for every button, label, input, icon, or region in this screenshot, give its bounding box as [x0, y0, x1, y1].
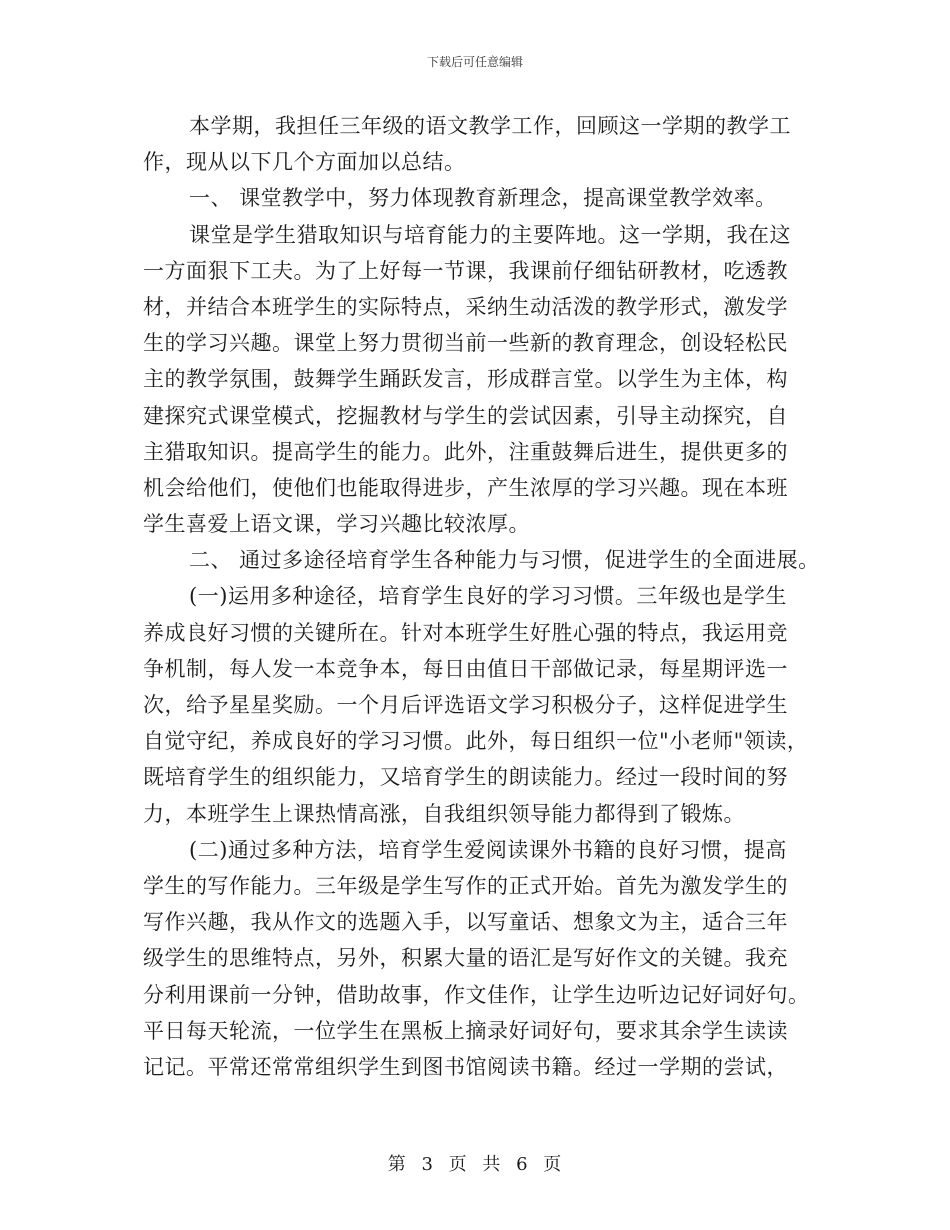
paragraph-line: (二)通过多种方法，培育学生爱阅读课外书籍的良好习惯，提高 [189, 837, 787, 862]
paragraph-line: 养成良好习惯的关键所在。针对本班学生好胜心强的特点，我运用竞 [143, 620, 788, 645]
paragraph-line: 力，本班学生上课热情高涨，自我组织领导能力都得到了锻炼。 [143, 801, 745, 826]
page-number-footer [0, 1150, 950, 1176]
paragraph-line: 平日每天轮流，一位学生在黑板上摘录好词好句，要求其余学生读读 [143, 1018, 788, 1043]
paragraph-line: 机会给他们，使他们也能取得进步，产生浓厚的学习兴趣。现在本班 [143, 475, 788, 500]
paragraph-line: 材，并结合本班学生的实际特点，采纳生动活泼的教学形式，激发学 [143, 294, 788, 319]
paragraph-line: 一方面狠下工夫。为了上好每一节课，我课前仔细钻研教材，吃透教 [143, 258, 788, 283]
paragraph-line: 建探究式课堂模式，挖掘教材与学生的尝试因素，引导主动探究，自 [143, 403, 788, 428]
document-body [143, 108, 820, 1085]
header-note: 下载后可任意编辑 [426, 55, 523, 69]
page-label: 第 [387, 1154, 407, 1175]
page-total: 6 [516, 1154, 529, 1175]
paragraph-line: 写作兴趣，我从作文的选题入手，以写童话、想象文为主，适合三年 [143, 910, 788, 935]
section-heading: 二、 通过多途径培育学生各种能力与习惯，促进学生的全面进展。 [189, 548, 820, 573]
paragraph-line: 既培育学生的组织能力，又培育学生的朗读能力。经过一段时间的努 [143, 765, 788, 790]
paragraph-line: 争机制，每人发一本竞争本，每日由值日干部做记录，每星期评选一 [143, 656, 788, 681]
paragraph-line: (一)运用多种途径，培育学生良好的学习习惯。三年级也是学生 [189, 584, 787, 609]
paragraph-line: 课堂是学生猎取知识与培育能力的主要阵地。这一学期，我在这 [189, 222, 791, 247]
paragraph-line: 生的学习兴趣。课堂上努力贯彻当前一些新的教育理念，创设轻松民 [143, 331, 788, 356]
paragraph-line: 主猎取知识。提高学生的能力。此外，注重鼓舞后进生，提供更多的 [143, 439, 788, 464]
section-heading: 一、 课堂教学中，努力体现教育新理念，提高课堂教学效率。 [189, 186, 777, 211]
paragraph-line: 记记。平常还常常组织学生到图书馆阅读书籍。经过一学期的尝试， [143, 1054, 788, 1079]
paragraph-line: 次，给予星星奖励。一个月后评选语文学习积极分子，这样促进学生 [143, 693, 788, 717]
page-unit: 页 [448, 1154, 468, 1175]
page-current: 3 [421, 1154, 434, 1175]
paragraph-line: 分利用课前一分钟，借助故事，作文佳作，让学生边听边记好词好句。 [143, 982, 810, 1007]
paragraph-line: 主的教学氛围，鼓舞学生踊跃发言，形成群言堂。以学生为主体，构 [143, 367, 788, 392]
paragraph-line: 学生喜爱上语文课，学习兴趣比较浓厚。 [143, 512, 530, 537]
paragraph-line: 自觉守纪，养成良好的学习习惯。此外，每日组织一位"小老师"领读， [143, 729, 809, 754]
paragraph-line: 学生的写作能力。三年级是学生写作的正式开始。首先为激发学生的 [143, 873, 788, 898]
paragraph-line: 作，现从以下几个方面加以总结。 [143, 150, 466, 175]
paragraph-line: 级学生的思维特点，另外，积累大量的语汇是写好作文的关键。我充 [143, 946, 788, 971]
total-unit: 页 [543, 1154, 563, 1175]
total-label: 共 [482, 1154, 502, 1175]
paragraph-line: 本学期，我担任三年级的语文教学工作，回顾这一学期的教学工 [189, 114, 791, 138]
